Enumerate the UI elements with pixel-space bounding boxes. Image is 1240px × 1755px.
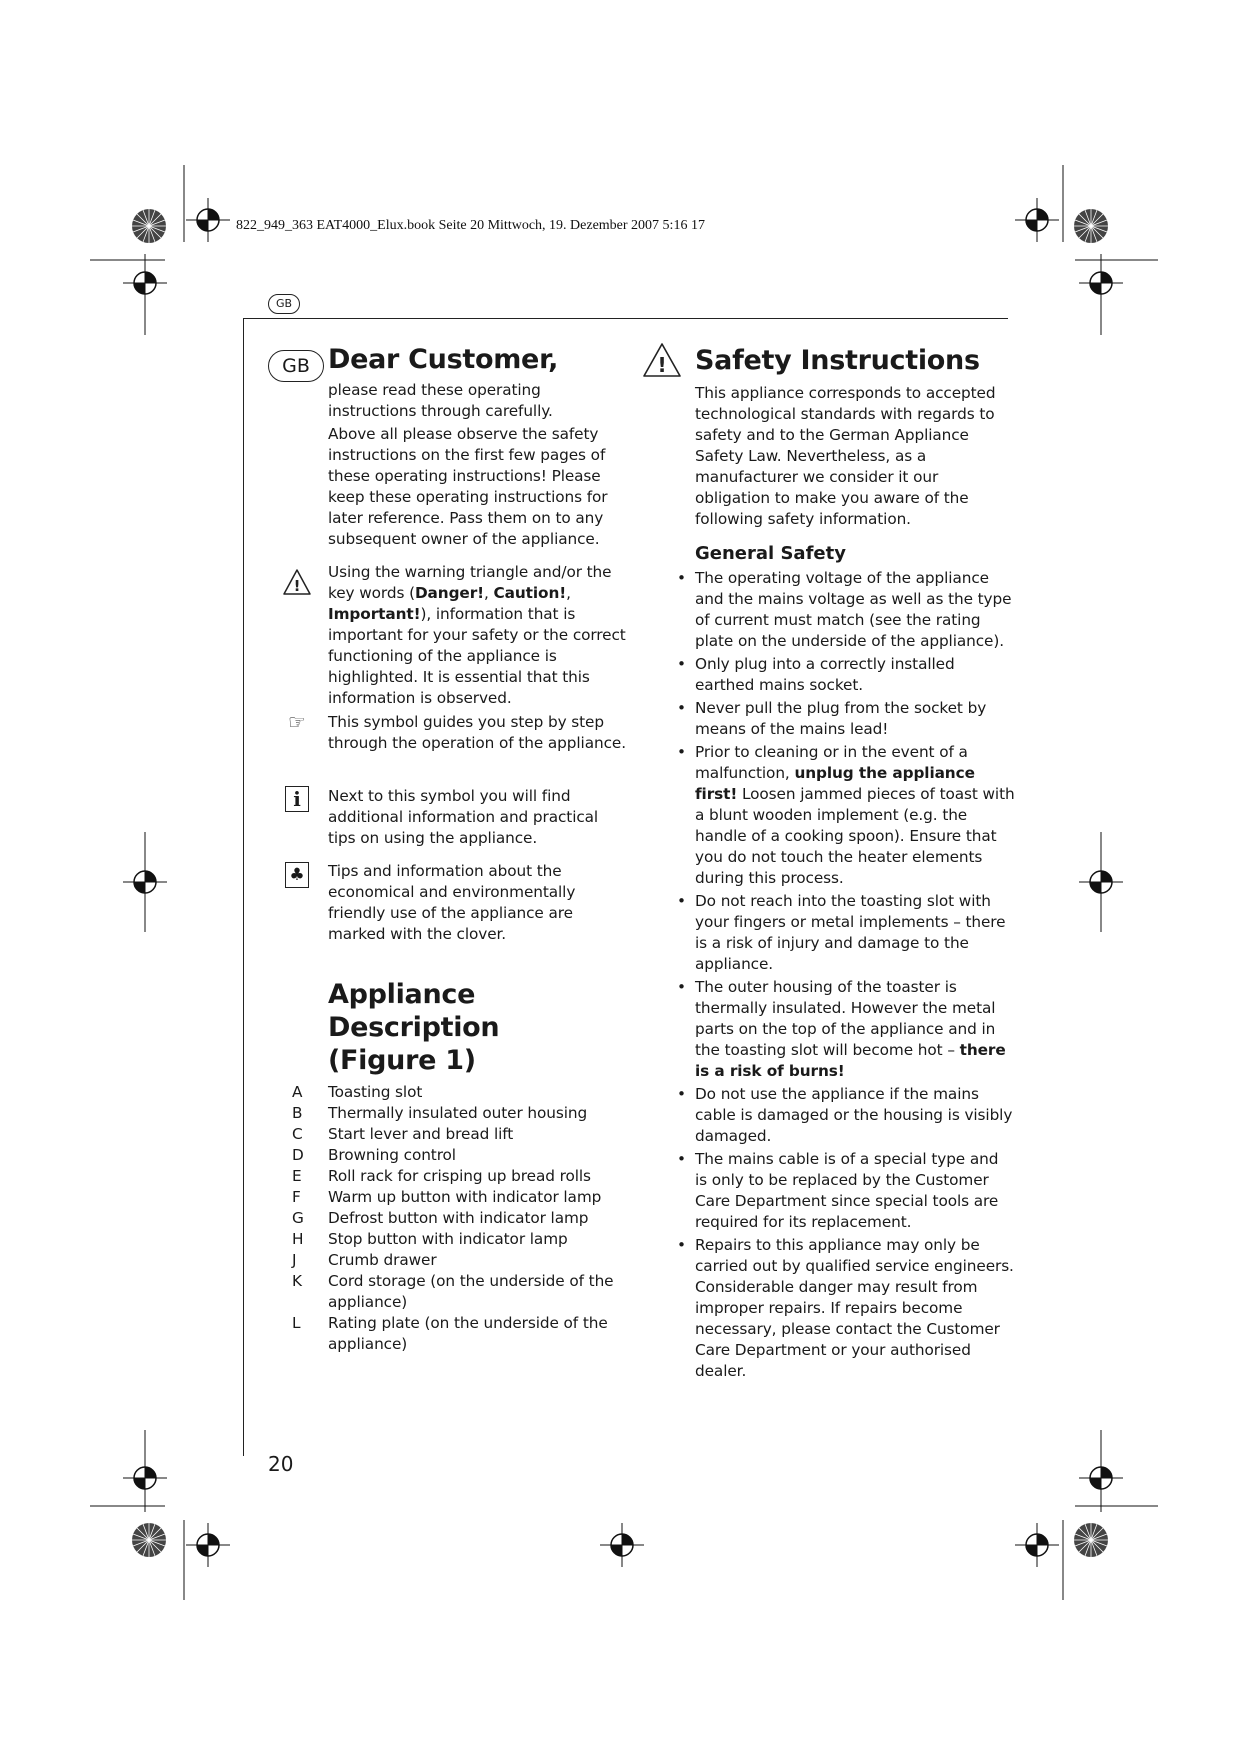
clover-symbol-text: Tips and information about the economical and environmentally friendly use of the appliance are marked with the clover. (328, 862, 576, 943)
guide-symbol-text: This symbol guides you step by step through the operation of the appliance. (328, 713, 626, 752)
dear-customer-section (328, 343, 628, 550)
dear-customer-paragraph-2: Above all please observe the safety instructions on the first few pages of these operating instructions! Please keep these operating instructions for later reference. Pass them on to any subsequent owner of the appliance. (328, 425, 608, 548)
safety-warning-triangle-icon (642, 342, 682, 382)
header-rule (243, 318, 1008, 319)
general-safety-title: General Safety (695, 543, 846, 564)
general-safety-list (695, 568, 1015, 1382)
dear-customer-paragraph-1: please read these operating instructions through carefully. (328, 381, 553, 420)
starburst-mark-top-right (1074, 209, 1108, 243)
list-item: A Toasting slot (292, 1083, 423, 1101)
list-item: L Rating plate (on the underside of the appliance) (292, 1314, 608, 1353)
list-item: • Prior to cleaning or in the event of a malfunction, unplug the appliance first! Loosen jammed pieces of toast with a blunt wooden implement (e.g. the handle of a cooking spoon). Ensure that you do not touch the heater elements during this process. (695, 742, 1015, 889)
print-slug: 822_949_363 EAT4000_Elux.book Seite 20 Mittwoch, 19. Dezember 2007 5:16 17 (236, 218, 705, 233)
list-item: • The mains cable is of a special type and is only to be replaced by the Customer Care Department since special tools are required for its replacement. (695, 1149, 1015, 1233)
starburst-mark-top-left (132, 209, 166, 243)
keyword-important: Important! (328, 605, 421, 623)
list-item: H Stop button with indicator lamp (292, 1230, 568, 1248)
page-number: 20 (268, 1452, 294, 1476)
crosshair-mark-top-right (1015, 198, 1059, 242)
appliance-title: Appliance Description (Figure 1) (328, 979, 500, 1076)
list-item: G Defrost button with indicator lamp (292, 1209, 589, 1227)
info-icon: i (282, 786, 312, 812)
safety-title: Safety Instructions (695, 345, 980, 376)
crosshair-mark-top-left (186, 198, 230, 242)
info-symbol-text: Next to this symbol you will find additional information and practical tips on using the appliance. (328, 787, 599, 847)
warning-triangle-icon (282, 568, 312, 600)
list-item: • The outer housing of the toaster is thermally insulated. However the metal parts on the top of the appliance and in the toasting slot will become hot – there is a risk of burns! (695, 977, 1015, 1082)
margin-rule (243, 318, 244, 1456)
starburst-mark-bottom-right (1074, 1523, 1108, 1557)
clover-icon: ♣ (282, 862, 312, 888)
list-item: • Repairs to this appliance may only be carried out by qualified service engineers. Considerable danger may result from improper repairs. If repairs become necessary, please contact the Customer Care Department or your authorised dealer. (695, 1235, 1015, 1382)
list-item: • Do not reach into the toasting slot with your fingers or metal implements – there is a risk of injury and damage to the appliance. (695, 891, 1015, 975)
dear-customer-title: Dear Customer, (328, 344, 559, 375)
crosshair-mark-bottom-right (1015, 1523, 1059, 1567)
country-badge-small: GB (268, 294, 300, 314)
list-item: • Only plug into a correctly installed earthed mains socket. (695, 654, 1015, 696)
list-item: K Cord storage (on the underside of the appliance) (292, 1272, 614, 1311)
list-item: E Roll rack for crisping up bread rolls (292, 1167, 591, 1185)
list-item: • Do not use the appliance if the mains cable is damaged or the housing is visibly damaged. (695, 1084, 1015, 1147)
crosshair-mark-bottom-left (186, 1523, 230, 1567)
appliance-parts-list (292, 1082, 628, 1355)
list-item: B Thermally insulated outer housing (292, 1104, 588, 1122)
list-item: C Start lever and bread lift (292, 1125, 514, 1143)
pointing-hand-icon: ☞ (288, 710, 306, 734)
crosshair-mark-bottom-center (600, 1523, 644, 1567)
appliance-description-section (292, 978, 628, 1355)
list-item: J Crumb drawer (292, 1251, 437, 1269)
list-item: F Warm up button with indicator lamp (292, 1188, 602, 1206)
keyword-danger: Danger! (414, 584, 485, 602)
country-badge: GB (268, 350, 324, 382)
list-item: • The operating voltage of the appliance and the mains voltage as well as the type of current must match (see the rating plate on the underside of the appliance). (695, 568, 1015, 652)
warning-symbol-text: Using the warning triangle and/or the key words (Danger!, Caution!, Important!), information that is important for your safety or the correct functioning of the appliance is highlighted. It is essential that this information is observed. (328, 563, 626, 707)
starburst-mark-bottom-left (132, 1523, 166, 1557)
safety-section (695, 344, 1015, 1384)
list-item: • Never pull the plug from the socket by means of the mains lead! (695, 698, 1015, 740)
list-item: D Browning control (292, 1146, 456, 1164)
svg-text:!: ! (293, 577, 301, 595)
keyword-caution: Caution! (493, 584, 567, 602)
safety-intro: This appliance corresponds to accepted technological standards with regards to safety and to the German Appliance Safety Law. Nevertheless, as a manufacturer we consider it our obligation to make you aware of the following safety information. (695, 384, 996, 528)
svg-text:!: ! (657, 353, 667, 377)
